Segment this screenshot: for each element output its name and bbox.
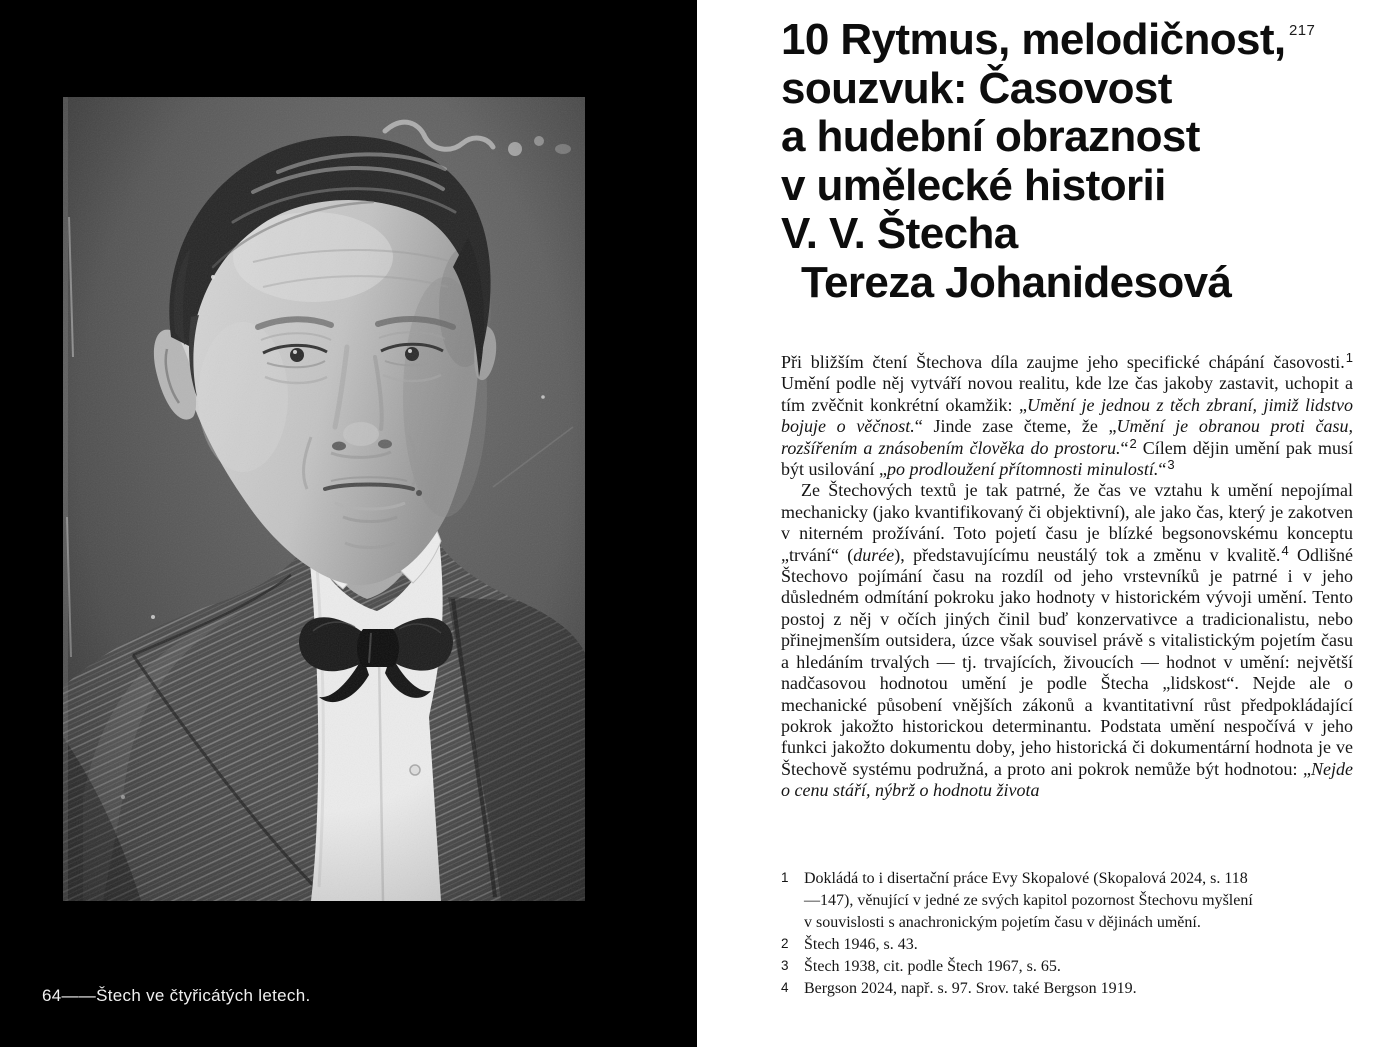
footnote-number: 1 [781,870,789,885]
text-run: Odlišné Štechovo pojímání času na rozdíl od jeho vrstevníků je patrné i v jeho důsledném odmítání pokroku jako hodnoty v historickém vývoji umění. Tento postoj z něj v očích jiných činil buď konzervativce a tradicionalistu, nebo přinejmenším outsidera, úzce však souvisel právě s vitalistickým pojetím času a hledáním trvalých — tj. trvajících, živoucích — hodnot v umění: největší nadčasovou hodnotou umění je podle Štecha „lidskost“. Nejde ale o mechanické působení vnějších zákonů a kvantitativní růst předpokládající pokrok jakožto historickou determinantu. Podstata umění nespočívá v jeho funkci jakožto dokumentu doby, jeho historická či dokumentární hodnota je ve Štechově systému podružná, a proto ani pokrok nemůže být hodnotou: „ [781,544,1353,779]
text-run: Ze Štechových textů je tak patrné, že čas ve vztahu k umění nepojímal mechanicky (jako kvantifikovaný či objektivní), ale jako čas, který je zakotven v niterném prožívání. Toto pojetí času je blízké begsonovskému konceptu „trvání“ ( [781,480,1353,565]
italic-quote: Umění je jednou z těch zbraní, jimiž lidstvo bojuje o věčnost. [781,394,1353,437]
photo-caption: 64——Štech ve čtyřicátých letech. [42,986,311,1005]
title-line: souzvuk: Časovost [781,63,1172,113]
title-line: 10 Rytmus, melodičnost, [781,15,1286,64]
italic-quote: durée [853,544,895,565]
italic-quote: Umění je obranou proti času, rozšířením a znásobením člověka do prostoru. [781,416,1353,458]
portrait-photo [63,97,585,901]
footnote-reference: 3 [1167,457,1175,473]
right-page [697,0,1395,1047]
italic-quote: Nejde o cenu stáří, nýbrž o hodnotu života [781,758,1353,801]
footnote [781,956,1263,978]
text-run: Při bližším čtení Štechova díla zaujme jeho specifické chápání časovosti. [781,352,1345,372]
footnotes [781,868,1263,1000]
chapter-author: Tereza Johanidesová [801,257,1232,307]
footnote-number: 2 [781,936,789,951]
body-text [781,352,1353,802]
body-paragraph [781,480,1353,801]
footnote-reference: 2 [1129,435,1137,451]
page-number: 217 [1289,22,1316,39]
text-run: “ [1120,437,1129,458]
portrait-illustration [63,97,585,901]
text-run: “ [1158,459,1167,480]
text-run: “ Jinde zase čteme, že „ [914,416,1117,437]
footnote-text: Bergson 2024, např. s. 97. Srov. také Bergson 1919. [804,980,1137,997]
text-run: Cílem dějin umění pak musí být usilování „ [781,437,1353,480]
title-line: V. V. Štecha [781,209,1018,258]
text-run: ), představujícímu neustálý tok a změnu v kvalitě. [894,544,1281,565]
footnote-reference: 4 [1281,542,1289,558]
title-line: a hudební obraznost [781,112,1200,161]
title-line: v umělecké historii [781,160,1166,210]
footnote-number: 3 [781,958,789,973]
footnote-number: 4 [781,980,789,995]
photo-grain [63,97,585,901]
chapter-title [781,16,1286,307]
footnote-text: Dokládá to i disertační práce Evy Skopalové (Skopalová 2024, s. 118—147), věnující v jedné ze svých kapitol pozornost Štechovu myšlení v souvislosti s anachronickým pojetím času v dějinách umění. [804,870,1253,931]
footnote [781,978,1263,1000]
footnote [781,868,1263,934]
footnote-text: Štech 1938, cit. podle Štech 1967, s. 65. [804,958,1061,975]
footnote-text: Štech 1946, s. 43. [804,936,918,953]
italic-quote: po prodloužení přítomnosti minulostí. [887,459,1159,480]
left-page [0,0,697,1047]
footnote [781,934,1263,956]
body-paragraph [781,352,1353,480]
footnote-reference: 1 [1345,350,1353,365]
text-run: Umění podle něj vytváří novou realitu, kde lze čas jakoby zastavit, uchopit a tím zvěčnit konkrétní okamžik: „ [781,373,1353,415]
